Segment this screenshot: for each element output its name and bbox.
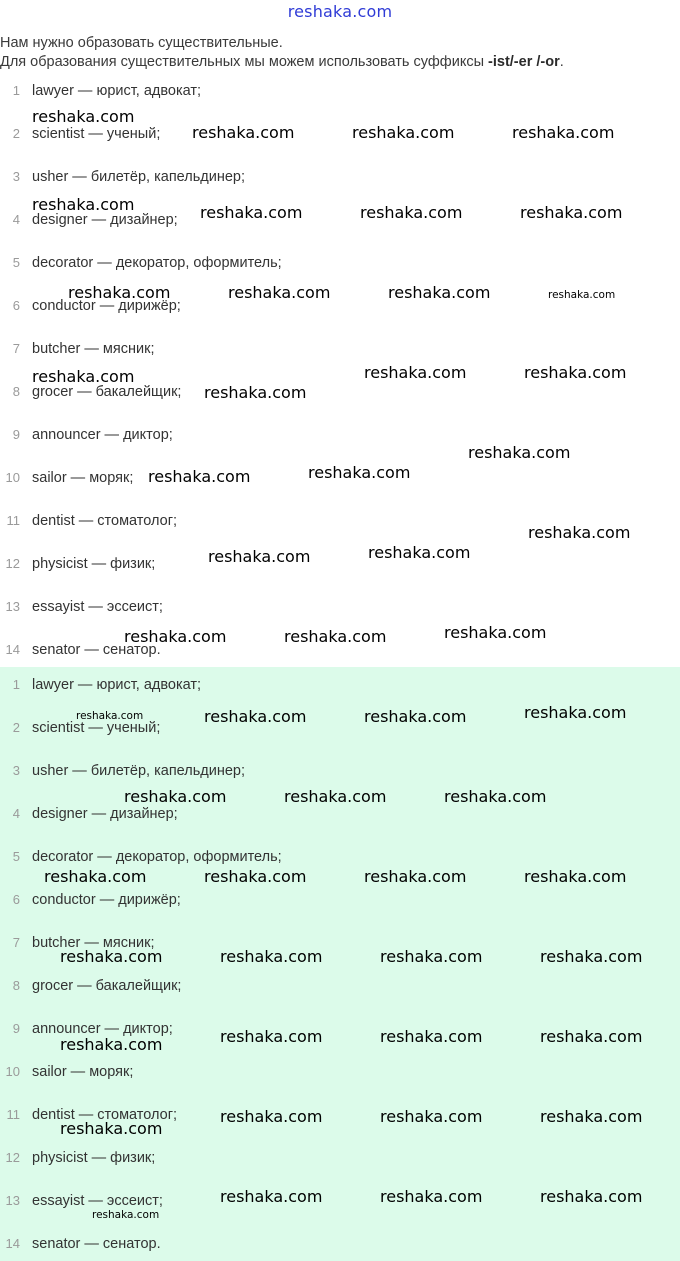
watermark-text: reshaka.com: [520, 203, 623, 222]
list-item-text: dentist — стоматолог;: [32, 513, 178, 529]
list-item: [0, 760, 680, 782]
list-item: [0, 889, 680, 911]
watermark-text: reshaka.com: [524, 703, 627, 722]
watermark-text: reshaka.com: [548, 289, 616, 301]
watermark-text: reshaka.com: [76, 710, 144, 722]
watermark-text: reshaka.com: [204, 383, 307, 402]
list-item-text: decorator — декоратор, оформитель;: [32, 849, 282, 865]
list-item: [0, 1147, 680, 1169]
intro-line-2-text: Для образования существительных мы можем использовать суффиксы: [0, 54, 489, 70]
list-item-text: grocer — бакалейщик;: [32, 978, 182, 994]
list-item-text: sailor — моряк;: [32, 1064, 134, 1080]
list-item-text: physicist — физик;: [32, 1150, 156, 1166]
watermark-text: reshaka.com: [308, 463, 411, 482]
intro-line-1: Нам нужно образовать существительные.: [0, 35, 283, 51]
list-item-number: 2: [12, 720, 20, 735]
list-item-text: announcer — диктор;: [32, 427, 173, 443]
watermark-text: reshaka.com: [364, 867, 467, 886]
watermark-text: reshaka.com: [228, 283, 331, 302]
list-item-text: senator — сенатор.: [32, 642, 161, 658]
intro-line-2-end: .: [559, 54, 564, 70]
watermark-text: reshaka.com: [220, 947, 323, 966]
watermark-text: reshaka.com: [380, 1107, 483, 1126]
watermark-text: reshaka.com: [204, 867, 307, 886]
list-item: [0, 252, 680, 274]
watermark-text: reshaka.com: [208, 547, 311, 566]
list-item: [0, 80, 680, 102]
watermark-text: reshaka.com: [192, 123, 295, 142]
watermark-text: reshaka.com: [32, 195, 135, 214]
list-item-number: 9: [12, 427, 20, 442]
watermark-text: reshaka.com: [32, 107, 135, 126]
watermark-text: reshaka.com: [540, 1187, 643, 1206]
list-item-text: physicist — физик;: [32, 556, 156, 572]
watermark-text: reshaka.com: [204, 707, 307, 726]
watermark-text: reshaka.com: [444, 623, 547, 642]
watermark-text: reshaka.com: [524, 867, 627, 886]
watermark-text: reshaka.com: [512, 123, 615, 142]
watermark-text: reshaka.com: [220, 1027, 323, 1046]
list-item-text: butcher — мясник;: [32, 935, 155, 951]
watermark-text: reshaka.com: [540, 1027, 643, 1046]
watermark-text: reshaka.com: [200, 203, 303, 222]
list-item-number: 4: [12, 806, 20, 821]
watermark-text: reshaka.com: [68, 283, 171, 302]
watermark-text: reshaka.com: [360, 203, 463, 222]
list-item-text: essayist — эссеист;: [32, 599, 163, 615]
list-item-text: senator — сенатор.: [32, 1236, 161, 1252]
watermark-text: reshaka.com: [380, 1027, 483, 1046]
list-item-number: 11: [6, 513, 20, 528]
watermark-text: reshaka.com: [540, 1107, 643, 1126]
watermark-text: reshaka.com: [368, 543, 471, 562]
list-item-number: 3: [12, 763, 20, 778]
list-item-number: 10: [5, 470, 20, 485]
watermark-text: reshaka.com: [524, 363, 627, 382]
watermark-text: reshaka.com: [124, 787, 227, 806]
list-item: [0, 674, 680, 696]
list-item-number: 14: [5, 1236, 20, 1251]
list-item-text: usher — билетёр, капельдинер;: [32, 763, 246, 779]
list-item-number: 8: [12, 384, 20, 399]
list-item-number: 12: [5, 1150, 20, 1165]
list-item-text: dentist — стоматолог;: [32, 1107, 178, 1123]
watermark-text: reshaka.com: [528, 523, 631, 542]
list-item-number: 14: [5, 642, 20, 657]
watermark-text: reshaka.com: [44, 867, 147, 886]
list-item-text: conductor — дирижёр;: [32, 298, 181, 314]
intro-line-2: [0, 53, 680, 71]
list-item: [0, 975, 680, 997]
list-item-text: lawyer — юрист, адвокат;: [32, 677, 202, 693]
list-item-text: grocer — бакалейщик;: [32, 384, 182, 400]
watermark-text: reshaka.com: [364, 363, 467, 382]
watermark-text: reshaka.com: [380, 1187, 483, 1206]
watermark-text: reshaka.com: [60, 947, 163, 966]
list-item-text: sailor — моряк;: [32, 470, 134, 486]
watermark-text: reshaka.com: [92, 1209, 160, 1221]
list-item: [0, 1061, 680, 1083]
list-item-number: 7: [12, 935, 20, 950]
watermark-text: reshaka.com: [284, 627, 387, 646]
list-item-text: usher — билетёр, капельдинер;: [32, 169, 246, 185]
suffixes-text: -ist/-er /-or: [488, 54, 560, 70]
list-item-number: 3: [12, 169, 20, 184]
list-item-text: scientist — ученый;: [32, 720, 161, 736]
watermark-text: reshaka.com: [468, 443, 571, 462]
watermark-text: reshaka.com: [220, 1187, 323, 1206]
watermark-text: reshaka.com: [380, 947, 483, 966]
list-item-number: 5: [12, 849, 20, 864]
watermark-text: reshaka.com: [148, 467, 251, 486]
list-item: [0, 803, 680, 825]
site-header-link[interactable]: reshaka.com: [287, 2, 393, 21]
list-item-text: butcher — мясник;: [32, 341, 155, 357]
watermark-text: reshaka.com: [540, 947, 643, 966]
watermark-text: reshaka.com: [444, 787, 547, 806]
list-item-number: 6: [12, 298, 20, 313]
watermark-text: reshaka.com: [32, 367, 135, 386]
list-item-number: 8: [12, 978, 20, 993]
watermark-text: reshaka.com: [388, 283, 491, 302]
watermark-text: reshaka.com: [364, 707, 467, 726]
list-item: [0, 553, 680, 575]
list-item-text: designer — дизайнер;: [32, 212, 178, 228]
list-item-number: 10: [5, 1064, 20, 1079]
list-item-number: 4: [12, 212, 20, 227]
list-item-number: 1: [12, 677, 20, 692]
list-item-number: 5: [12, 255, 20, 270]
list-item-text: lawyer — юрист, адвокат;: [32, 83, 202, 99]
list-item-number: 7: [12, 341, 20, 356]
watermark-text: reshaka.com: [220, 1107, 323, 1126]
watermark-text: reshaka.com: [284, 787, 387, 806]
list-item-text: conductor — дирижёр;: [32, 892, 181, 908]
list-item-number: 11: [6, 1107, 20, 1122]
list-item: [0, 846, 680, 868]
list-item: [0, 166, 680, 188]
watermark-text: reshaka.com: [352, 123, 455, 142]
list-item-number: 2: [12, 126, 20, 141]
list-item-text: essayist — эссеист;: [32, 1193, 163, 1209]
list-item-text: announcer — диктор;: [32, 1021, 173, 1037]
list-item-number: 13: [5, 599, 20, 614]
list-item-number: 12: [5, 556, 20, 571]
list-item-text: designer — дизайнер;: [32, 806, 178, 822]
list-item-number: 13: [5, 1193, 20, 1208]
list-item: [0, 596, 680, 618]
list-item-text: scientist — ученый;: [32, 126, 161, 142]
list-item-number: 1: [12, 83, 20, 98]
watermark-text: reshaka.com: [60, 1035, 163, 1054]
list-item-number: 6: [12, 892, 20, 907]
watermark-text: reshaka.com: [60, 1119, 163, 1138]
list-item-number: 9: [12, 1021, 20, 1036]
list-item-text: decorator — декоратор, оформитель;: [32, 255, 282, 271]
list-item: [0, 338, 680, 360]
watermark-text: reshaka.com: [124, 627, 227, 646]
list-item: [0, 1233, 680, 1255]
list-item: [0, 424, 680, 446]
